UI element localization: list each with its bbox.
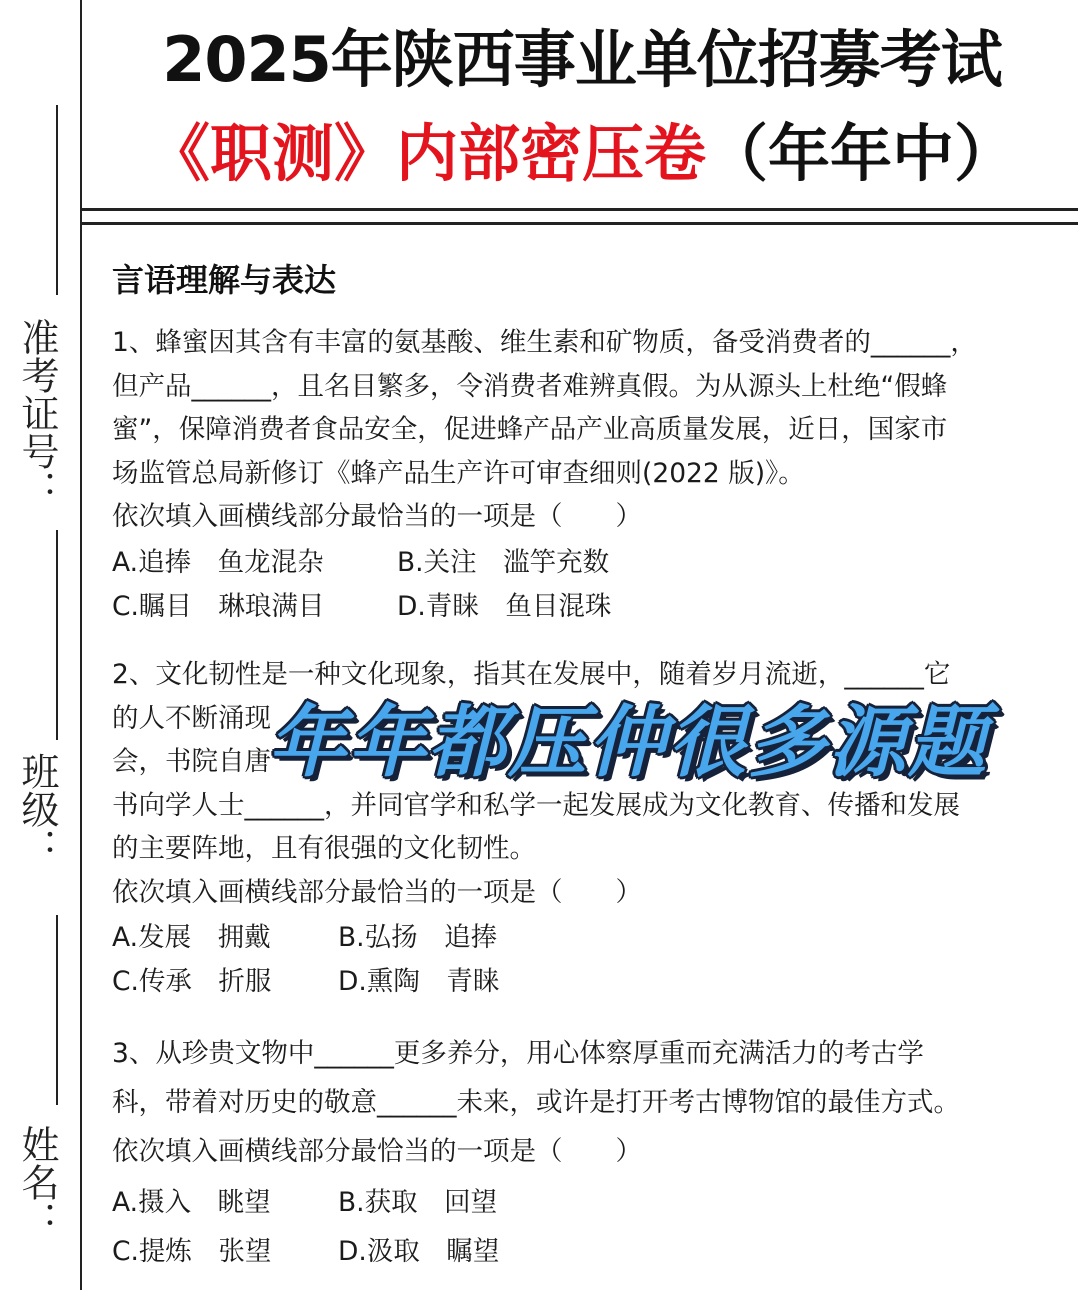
question-prompt: 依次填入画横线部分最恰当的一项是（ ） [112, 1136, 642, 1167]
option-d[interactable]: D.汲取 瞩望 [338, 1236, 500, 1267]
option-d[interactable]: D.青睐 鱼目混珠 [397, 591, 612, 622]
question-text-line: 1、蜂蜜因其含有丰富的氨基酸、维生素和矿物质，备受消费者的______， [112, 327, 977, 358]
option-c[interactable]: C.提炼 张望 [112, 1236, 272, 1267]
name-label: 姓名： [15, 1125, 59, 1239]
question-text-line: 科，带着对历史的敬意______未来，或许是打开考古博物馆的最佳方式。 [112, 1087, 960, 1118]
class-write-line [56, 530, 58, 740]
option-a[interactable]: A.追捧 鱼龙混杂 [112, 547, 324, 578]
option-a[interactable]: A.摄入 眺望 [112, 1187, 271, 1218]
section-title: 言语理解与表达 [112, 261, 337, 299]
option-b[interactable]: B.弘扬 追捧 [338, 922, 498, 953]
promo-stamp-overlay: 年年都压仲很多源题 [268, 698, 989, 788]
question-text-line: 3、从珍贵文物中______更多养分，用心体察厚重而充满活力的考古学 [112, 1038, 924, 1069]
exam-id-label: 准考证号： [15, 318, 59, 508]
binding-vertical-line [80, 0, 82, 1290]
exam-title: 2025年陕西事业单位招募考试 [162, 23, 1002, 96]
question-1 [112, 321, 1052, 539]
subtitle-black-part: （年年中） [706, 117, 1017, 190]
question-text-line: 但产品______，且名目繁多，令消费者难辨真假。为从源头上杜绝“假蜂 [112, 370, 948, 402]
subtitle-red-part: 《职测》内部密压卷 [147, 117, 706, 190]
class-label: 班级： [15, 752, 59, 866]
header-rule-top [82, 208, 1078, 211]
option-b[interactable]: B.获取 回望 [338, 1187, 498, 1218]
question-text-line: 蜜”，保障消费者食品安全，促进蜂产品产业高质量发展，近日，国家市 [112, 414, 948, 445]
question-text-line: 书向学人士______，并同官学和私学一起发展成为文化教育、传播和发展 [112, 789, 960, 821]
option-c[interactable]: C.瞩目 琳琅满目 [112, 591, 325, 622]
option-a[interactable]: A.发展 拥戴 [112, 922, 271, 953]
exam-id-write-line [56, 105, 58, 295]
question-3 [112, 1029, 1052, 1176]
question-text-line: 会，书院自唐 [112, 746, 271, 777]
option-d[interactable]: D.熏陶 青睐 [338, 966, 500, 997]
name-write-line [56, 915, 58, 1105]
header-rule-bottom [82, 222, 1078, 225]
question-text-line: 的人不断涌现 [112, 702, 271, 734]
question-text-line: 的主要阵地，且有很强的文化韧性。 [112, 833, 536, 864]
option-c[interactable]: C.传承 折服 [112, 966, 272, 997]
option-b[interactable]: B.关注 滥竽充数 [397, 547, 610, 578]
question-text-line: 2、文化韧性是一种文化现象，指其在发展中，随着岁月流逝，______它 [112, 659, 951, 690]
question-prompt: 依次填入画横线部分最恰当的一项是（ ） [112, 501, 642, 532]
exam-subtitle [84, 114, 1080, 194]
question-prompt: 依次填入画横线部分最恰当的一项是（ ） [112, 876, 642, 908]
question-text-line: 场监管总局新修订《蜂产品生产许可审查细则(2022 版)》。 [112, 457, 805, 489]
